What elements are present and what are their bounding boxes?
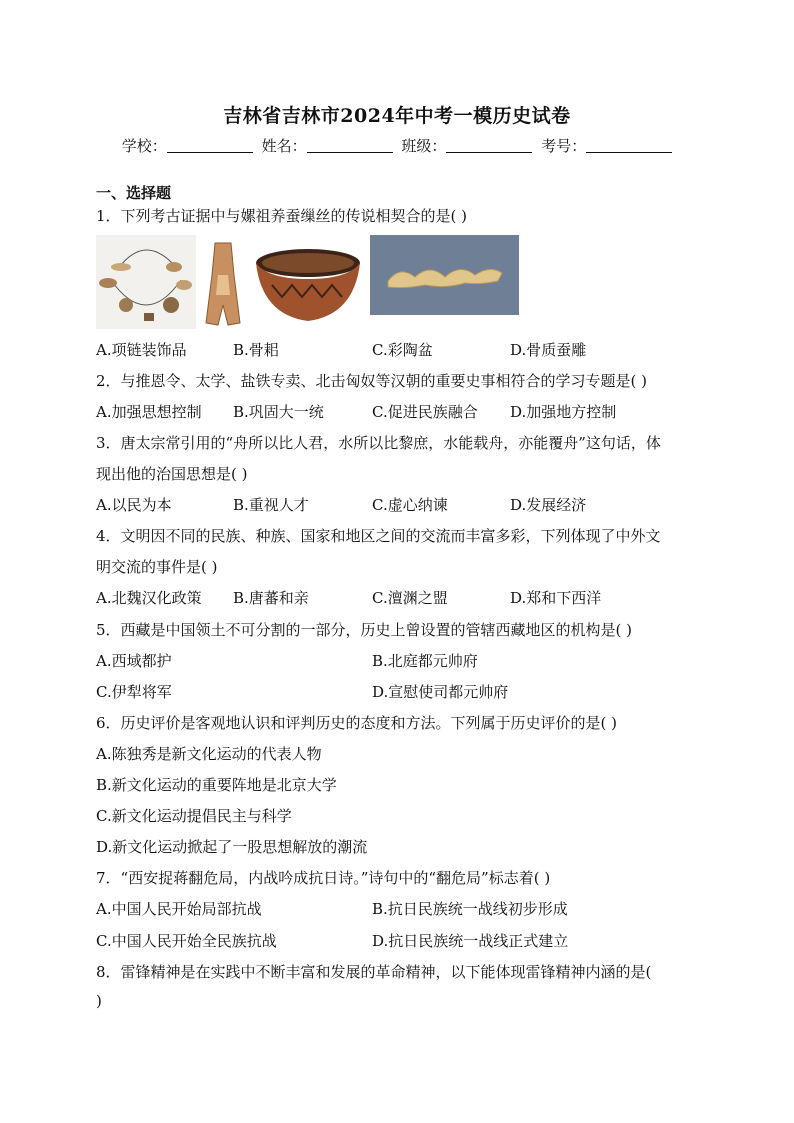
q7-option-c[interactable]: C.中国人民开始全民族抗战 — [96, 932, 277, 950]
q7-option-a[interactable]: A.中国人民开始局部抗战 — [96, 900, 262, 918]
question-1-images — [96, 235, 526, 329]
pottery-basin-image — [252, 235, 364, 329]
q6-option-c[interactable]: C.新文化运动提倡民主与科学 — [96, 807, 292, 825]
q1-option-b[interactable]: B.骨耜 — [233, 341, 279, 359]
q5-option-d[interactable]: D.宣慰使司都元帅府 — [372, 683, 509, 701]
name-label: 姓名： — [261, 137, 307, 155]
q6-option-d[interactable]: D.新文化运动掀起了一股思想解放的潮流 — [96, 838, 368, 856]
number-blank[interactable] — [586, 138, 672, 153]
q1-option-a[interactable]: A.项链装饰品 — [96, 341, 187, 359]
q3-option-a[interactable]: A.以民为本 — [96, 496, 172, 514]
question-3-stem-line-2: 现出他的治国思想是( ) — [96, 465, 248, 483]
q5-option-c[interactable]: C.伊犁将军 — [96, 683, 172, 701]
question-2-stem: 2．与推恩令、太学、盐铁专卖、北击匈奴等汉朝的重要史事相符合的学习专题是( ) — [96, 372, 648, 390]
silkworm-carving-image — [370, 235, 519, 315]
q4-option-d[interactable]: D.郑和下西洋 — [510, 589, 602, 607]
q3-option-c[interactable]: C.虚心纳谏 — [372, 496, 448, 514]
question-1-stem: 1．下列考古证据中与嫘祖养蚕缫丝的传说相契合的是( ) — [96, 207, 468, 225]
q6-option-a[interactable]: A.陈独秀是新文化运动的代表人物 — [96, 745, 322, 763]
q2-option-a[interactable]: A.加强思想控制 — [96, 403, 202, 421]
q5-option-a[interactable]: A.西域都护 — [96, 652, 172, 670]
q4-option-a[interactable]: A.北魏汉化政策 — [96, 589, 202, 607]
class-blank[interactable] — [446, 138, 532, 153]
q2-option-c[interactable]: C.促进民族融合 — [372, 403, 478, 421]
q2-option-b[interactable]: B.巩固大一统 — [233, 403, 324, 421]
question-4-stem-line-2: 明交流的事件是( ) — [96, 558, 218, 576]
q1-option-d[interactable]: D.骨质蚕雕 — [510, 341, 587, 359]
question-3-stem-line-1: 3．唐太宗常引用的“舟所以比人君，水所以比黎庶，水能载舟，亦能覆舟”这句话，体 — [96, 434, 661, 452]
name-blank[interactable] — [307, 138, 393, 153]
q3-option-b[interactable]: B.重视人才 — [233, 496, 309, 514]
question-8-stem-line-1: 8．雷锋精神是在实践中不断丰富和发展的革命精神，以下能体现雷锋精神内涵的是( — [96, 963, 652, 981]
bone-spade-image — [200, 235, 246, 329]
question-5-stem: 5．西藏是中国领土不可分割的一部分，历史上曾设置的管辖西藏地区的机构是( ) — [96, 621, 633, 639]
class-label: 班级： — [401, 137, 447, 155]
q7-option-b[interactable]: B.抗日民族统一战线初步形成 — [372, 900, 568, 918]
question-6-stem: 6．历史评价是客观地认识和评判历史的态度和方法。下列属于历史评价的是( ) — [96, 714, 618, 732]
q6-option-b[interactable]: B.新文化运动的重要阵地是北京大学 — [96, 776, 337, 794]
q5-option-b[interactable]: B.北庭都元帅府 — [372, 652, 478, 670]
necklace-image — [96, 235, 196, 329]
question-7-stem: 7．“西安捉蒋翻危局，内战吟成抗日诗。”诗句中的“翻危局”标志着( ) — [96, 869, 551, 887]
number-label: 考号： — [541, 137, 587, 155]
page-title: 吉林省吉林市2024年中考一模历史试卷 — [223, 105, 571, 127]
q2-option-d[interactable]: D.加强地方控制 — [510, 403, 617, 421]
q1-option-c[interactable]: C.彩陶盆 — [372, 341, 433, 359]
section-heading: 一、选择题 — [96, 184, 172, 202]
q4-option-b[interactable]: B.唐蕃和亲 — [233, 589, 309, 607]
question-8-stem-line-2: ) — [96, 992, 102, 1010]
school-label: 学校： — [121, 137, 167, 155]
student-info-row — [0, 135, 794, 156]
q3-option-d[interactable]: D.发展经济 — [510, 496, 587, 514]
school-blank[interactable] — [167, 138, 253, 153]
q4-option-c[interactable]: C.澶渊之盟 — [372, 589, 448, 607]
question-4-stem-line-1: 4．文明因不同的民族、种族、国家和地区之间的交流而丰富多彩，下列体现了中外文 — [96, 527, 661, 545]
q7-option-d[interactable]: D.抗日民族统一战线正式建立 — [372, 932, 569, 950]
